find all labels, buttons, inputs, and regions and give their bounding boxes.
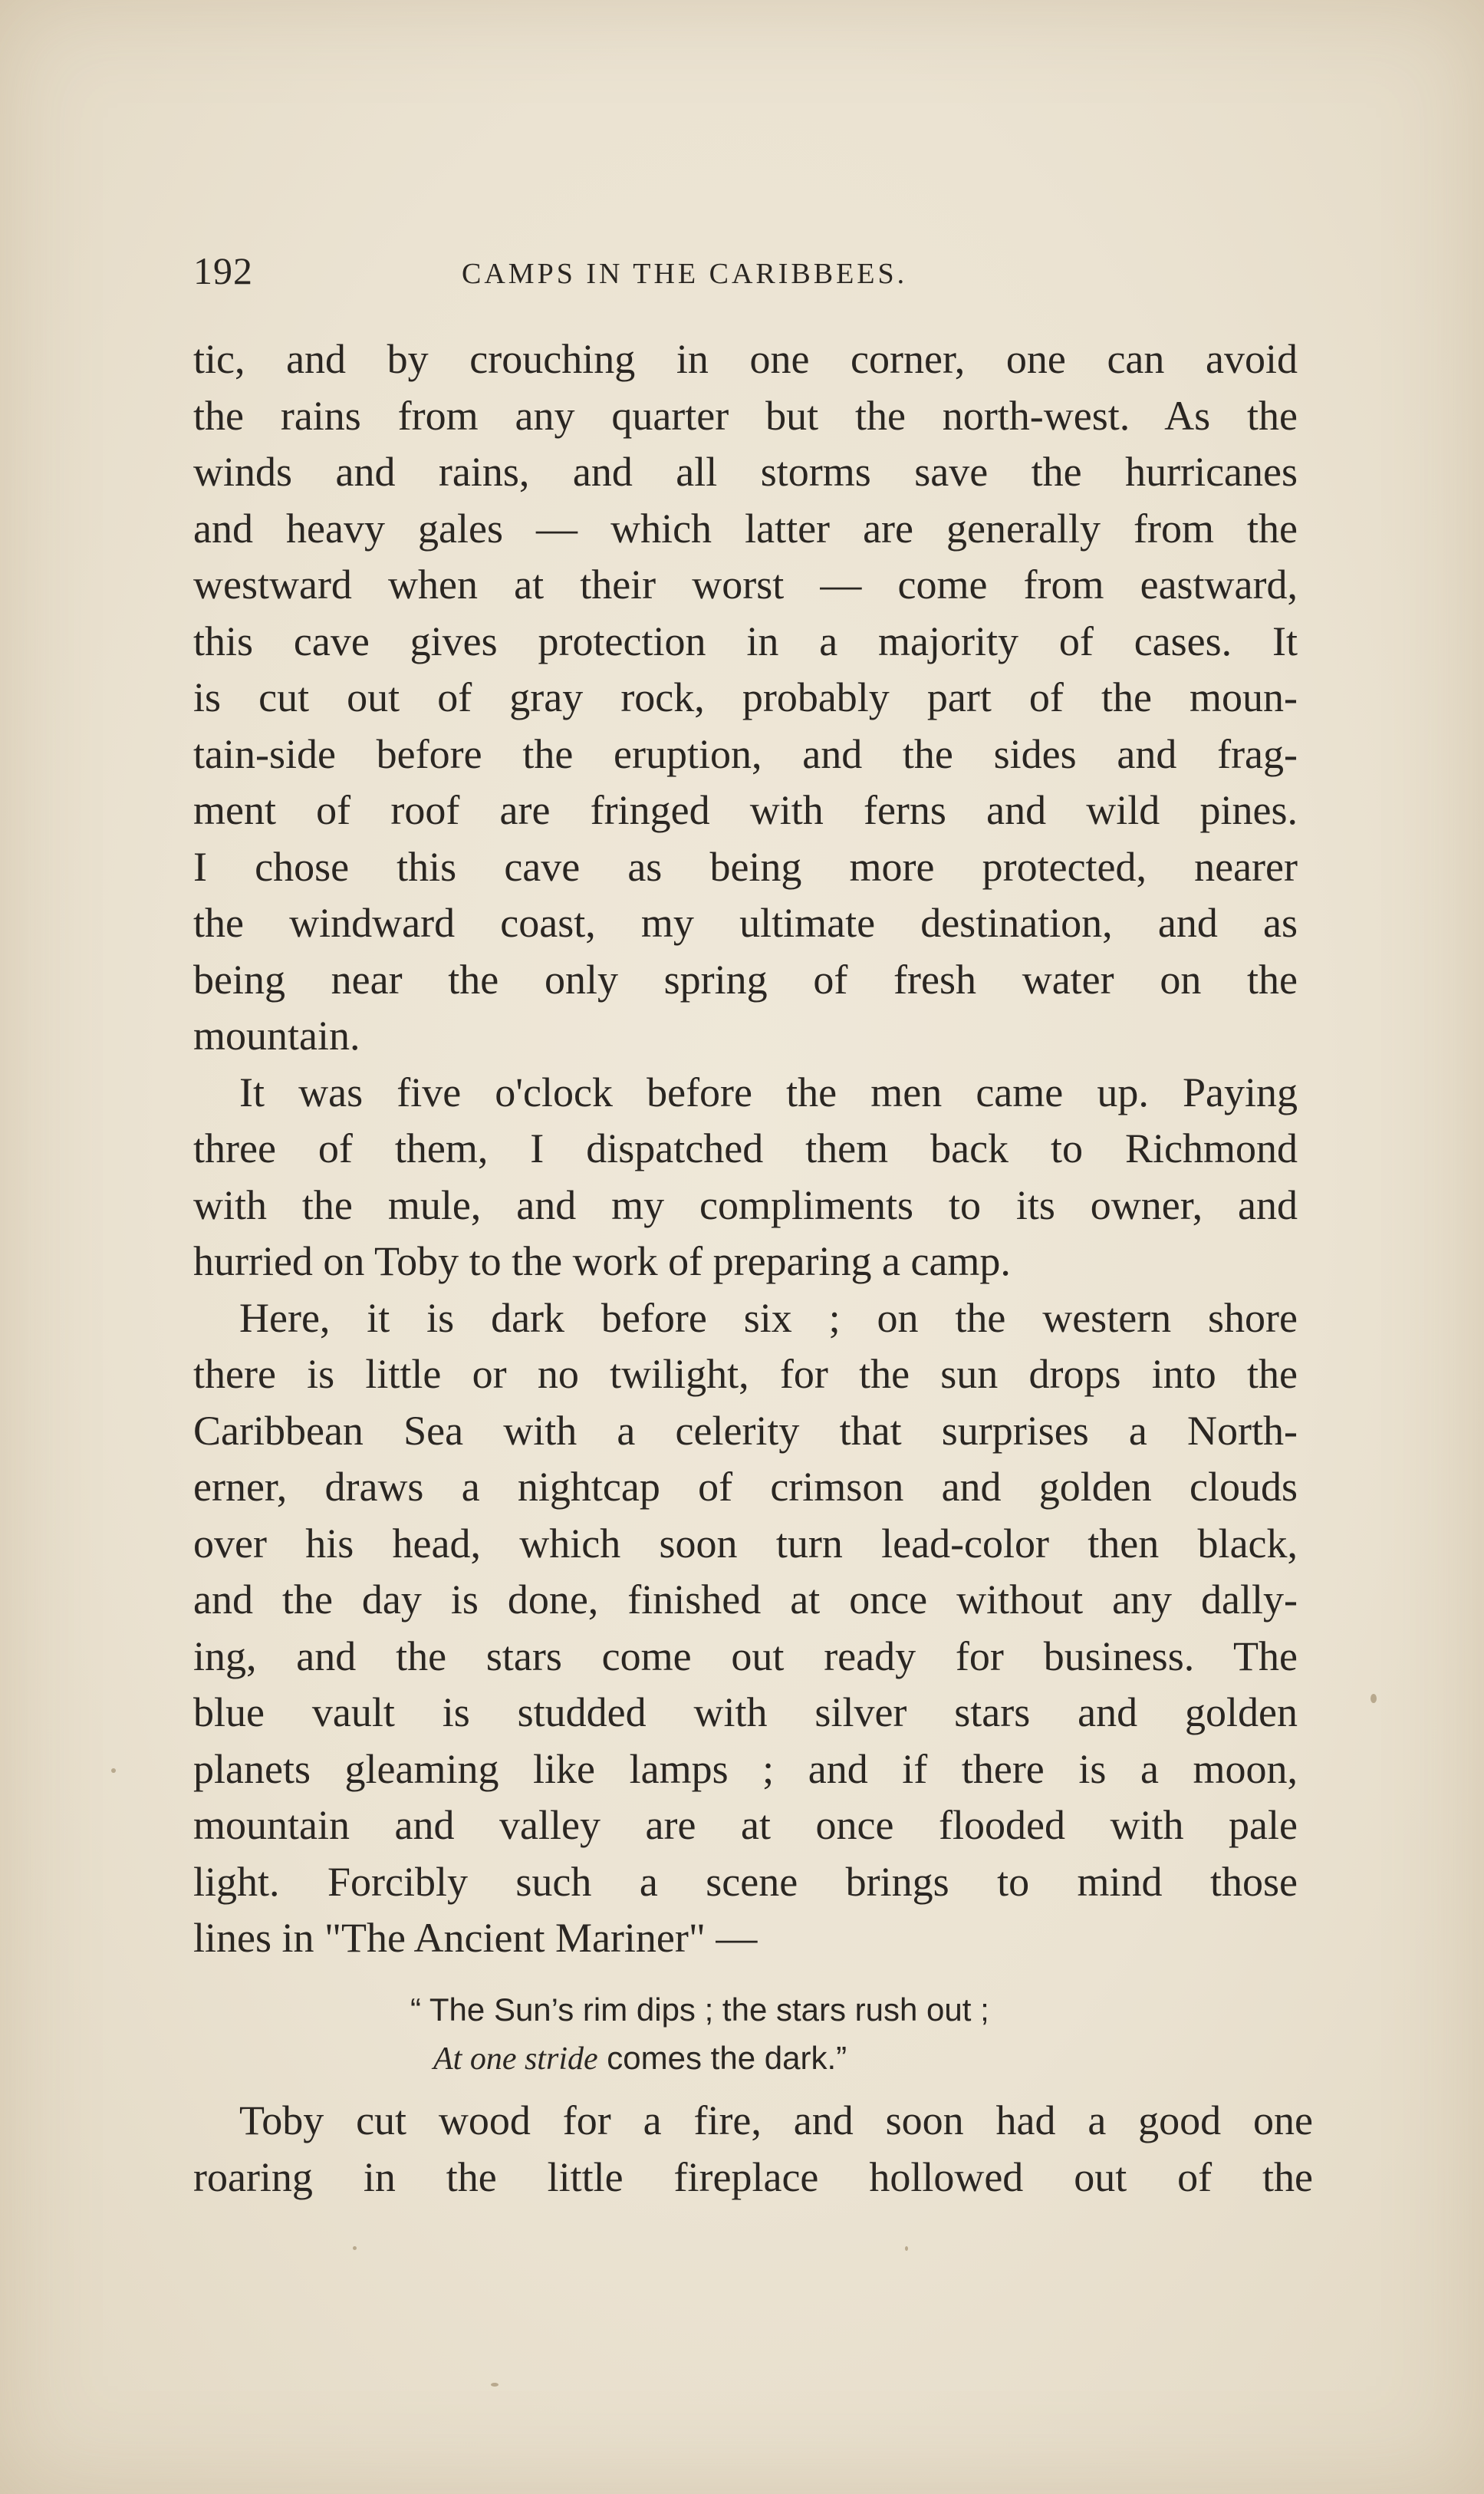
text-line: roaring in the little fireplace hollowed out of the: [193, 2153, 1313, 2200]
text-line: tain-side before the eruption, and the sides and frag-: [193, 730, 1298, 777]
paper-speck: [111, 1768, 116, 1773]
text-line: Caribbean Sea with a celerity that surprises a North-: [193, 1407, 1298, 1454]
text-line: ing, and the stars come out ready for business. The: [193, 1632, 1298, 1679]
text-line: with the mule, and my compliments to its owner, and: [193, 1181, 1298, 1228]
text-line: planets gleaming like lamps ; and if there is a moon,: [193, 1745, 1298, 1792]
text-line: over his head, which soon turn lead-color then black,: [193, 1520, 1298, 1567]
text-line: ment of roof are fringed with ferns and wild pines.: [193, 787, 1298, 833]
text-line: Here, it is dark before six ; on the western shore: [239, 1294, 1298, 1341]
text-line: and heavy gales — which latter are generally from the: [193, 505, 1298, 552]
text-line: three of them, I dispatched them back to Richmond: [193, 1125, 1298, 1171]
text-line: the rains from any quarter but the north-west. As the: [193, 392, 1298, 439]
body-text: [193, 331, 1298, 1967]
text-line: and the day is done, finished at once without any dally-: [193, 1576, 1298, 1623]
verse-italic-phrase: At one stride: [433, 2041, 598, 2077]
page-number: 192: [193, 249, 253, 292]
text-line: westward when at their worst — come from eastward,: [193, 562, 1298, 608]
text-line: Toby cut wood for a fire, and soon had a good one: [239, 2097, 1313, 2143]
verse-line-2: [410, 2034, 989, 2084]
verse-quotation: [410, 1985, 989, 2084]
text-line: mountain and valley are at once flooded with pale: [193, 1802, 1298, 1848]
text-line: this cave gives protection in a majority of cases. It: [193, 618, 1298, 664]
text-line: there is little or no twilight, for the sun drops into the: [193, 1351, 1298, 1397]
text-line: I chose this cave as being more protected, nearer: [193, 843, 1298, 890]
text-line: the windward coast, my ultimate destination, and as: [193, 900, 1298, 946]
text-line: light. Forcibly such a scene brings to mind those: [193, 1858, 1298, 1905]
paper-speck: [491, 2383, 499, 2387]
text-line: hurried on Toby to the work of preparing a camp.: [193, 1238, 1011, 1284]
text-line: lines in "The Ancient Mariner" —: [193, 1915, 758, 1961]
text-line: erner, draws a nightcap of crimson and golden clouds: [193, 1464, 1298, 1510]
paper-speck: [1370, 1694, 1377, 1703]
running-head: CAMPS IN THE CARIBBEES.: [462, 258, 908, 290]
text-line: is cut out of gray rock, probably part of the moun-: [193, 674, 1298, 720]
body-text-continued: [193, 2093, 1313, 2206]
page-header: [193, 244, 1298, 298]
text-line: It was five o'clock before the men came up. Paying: [239, 1069, 1298, 1115]
text-line: winds and rains, and all storms save the hurricanes: [193, 449, 1298, 495]
text-line: being near the only spring of fresh water on the: [193, 956, 1298, 1003]
text-line: mountain.: [193, 1013, 360, 1059]
paper-speck: [353, 2246, 357, 2250]
verse-line-2-rest: comes the dark.”: [597, 2040, 847, 2076]
text-line: blue vault is studded with silver stars and golden: [193, 1689, 1298, 1735]
verse-line-1: “ The Sun’s rim dips ; the stars rush out ;: [410, 1992, 989, 2028]
text-line: tic, and by crouching in one corner, one can avoid: [193, 336, 1298, 382]
paper-speck: [905, 2246, 908, 2251]
